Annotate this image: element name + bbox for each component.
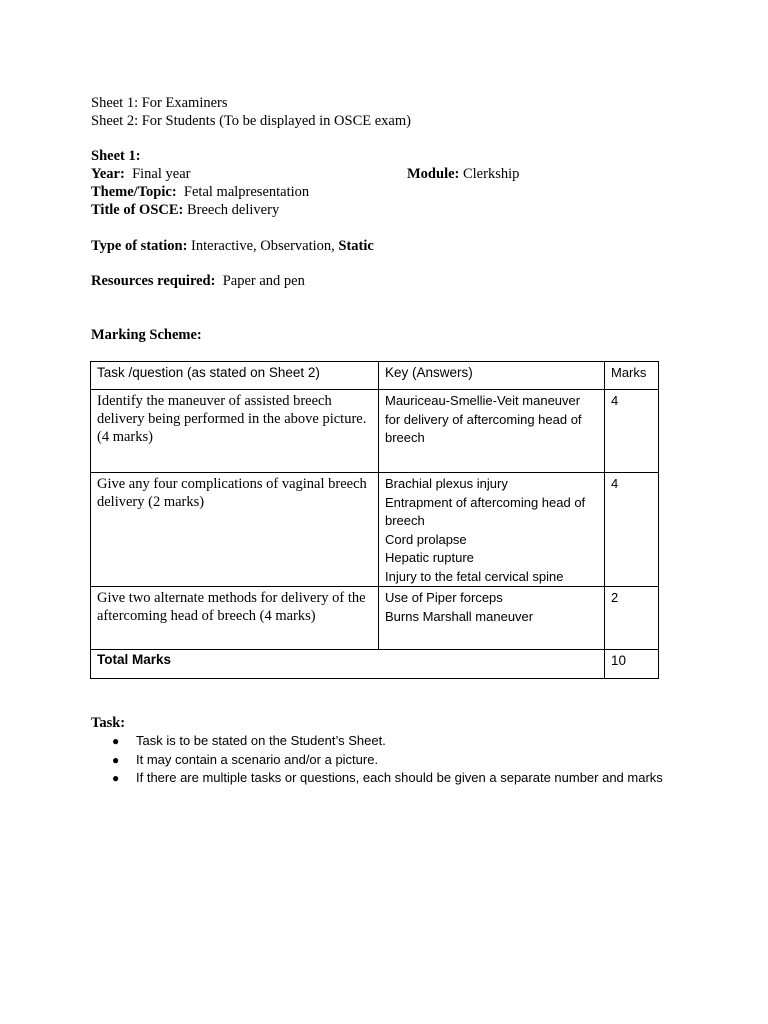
answer-line: Brachial plexus injury <box>385 476 508 491</box>
bullet-icon: ● <box>112 734 120 748</box>
marks-cell: 2 <box>605 587 659 650</box>
station-type-static: Static <box>338 238 374 254</box>
theme-label: Theme/Topic: <box>91 184 177 200</box>
table-row <box>91 390 659 473</box>
header-key: Key (Answers) <box>379 362 605 390</box>
module-field <box>407 165 519 183</box>
header-task: Task /question (as stated on Sheet 2) <box>91 362 379 390</box>
theme-value: Fetal malpresentation <box>183 184 310 200</box>
task-heading: Task: <box>91 715 126 731</box>
marks-cell: 4 <box>605 473 659 587</box>
answer-cell <box>379 473 605 587</box>
marking-scheme-table <box>90 361 659 679</box>
list-item <box>91 769 671 788</box>
question-cell: Give two alternate methods for delivery of the aftercoming head of breech (4 marks) <box>91 587 379 650</box>
intro-line-2: Sheet 2: For Students (To be displayed in OSCE exam) <box>91 113 411 129</box>
answer-cell <box>379 587 605 650</box>
table-row <box>91 587 659 650</box>
year-value: Final year <box>132 166 191 182</box>
intro-line-1: Sheet 1: For Examiners <box>91 95 228 111</box>
list-item <box>91 732 671 751</box>
station-type-label: Type of station: <box>91 238 188 254</box>
marking-scheme-heading: Marking Scheme: <box>91 327 202 343</box>
bullet-icon: ● <box>112 752 120 767</box>
osce-title-field <box>91 201 279 219</box>
resources-value: Paper and pen <box>222 273 305 289</box>
answer-line: Mauriceau-Smellie-Veit maneuver for delivery of aftercoming head of breech <box>385 393 582 445</box>
task-item-text: It may contain a scenario and/or a picture. <box>136 751 379 767</box>
resources-field <box>91 272 305 290</box>
module-value: Clerkship <box>462 166 520 182</box>
answer-line: Cord prolapse <box>385 531 467 547</box>
osce-title-value: Breech delivery <box>187 202 280 218</box>
header-marks: Marks <box>605 362 659 390</box>
station-type-field <box>91 237 374 255</box>
station-type-value: Interactive, Observation, <box>191 238 339 254</box>
year-field <box>91 165 190 183</box>
total-label: Total Marks <box>91 650 605 679</box>
answer-line: Entrapment of aftercoming head of breech <box>385 494 586 528</box>
theme-field <box>91 183 309 201</box>
total-value: 10 <box>605 650 659 679</box>
answer-line: Injury to the fetal cervical spine <box>385 568 564 584</box>
task-list <box>91 732 671 788</box>
answer-cell <box>379 390 605 473</box>
answer-line: Burns Marshall maneuver <box>385 608 534 624</box>
answer-line: Hepatic rupture <box>385 550 474 565</box>
marks-cell: 4 <box>605 390 659 473</box>
list-item <box>91 751 671 770</box>
resources-label: Resources required: <box>91 273 216 289</box>
bullet-icon: ● <box>112 771 120 785</box>
total-row <box>91 650 659 679</box>
osce-title-label: Title of OSCE: <box>91 202 184 218</box>
task-item-text: If there are multiple tasks or questions, each should be given a separate number and marks <box>136 770 663 785</box>
sheet1-heading: Sheet 1: <box>91 148 141 164</box>
year-label: Year: <box>91 166 125 182</box>
table-header-row <box>91 362 659 390</box>
task-item-text: Task is to be stated on the Student’s Sheet. <box>136 733 386 748</box>
question-cell: Identify the maneuver of assisted breech delivery being performed in the above picture. (4 marks) <box>91 390 379 473</box>
answer-line: Use of Piper forceps <box>385 590 503 605</box>
table-row <box>91 473 659 587</box>
question-cell: Give any four complications of vaginal breech delivery (2 marks) <box>91 473 379 587</box>
module-label: Module: <box>407 166 460 182</box>
